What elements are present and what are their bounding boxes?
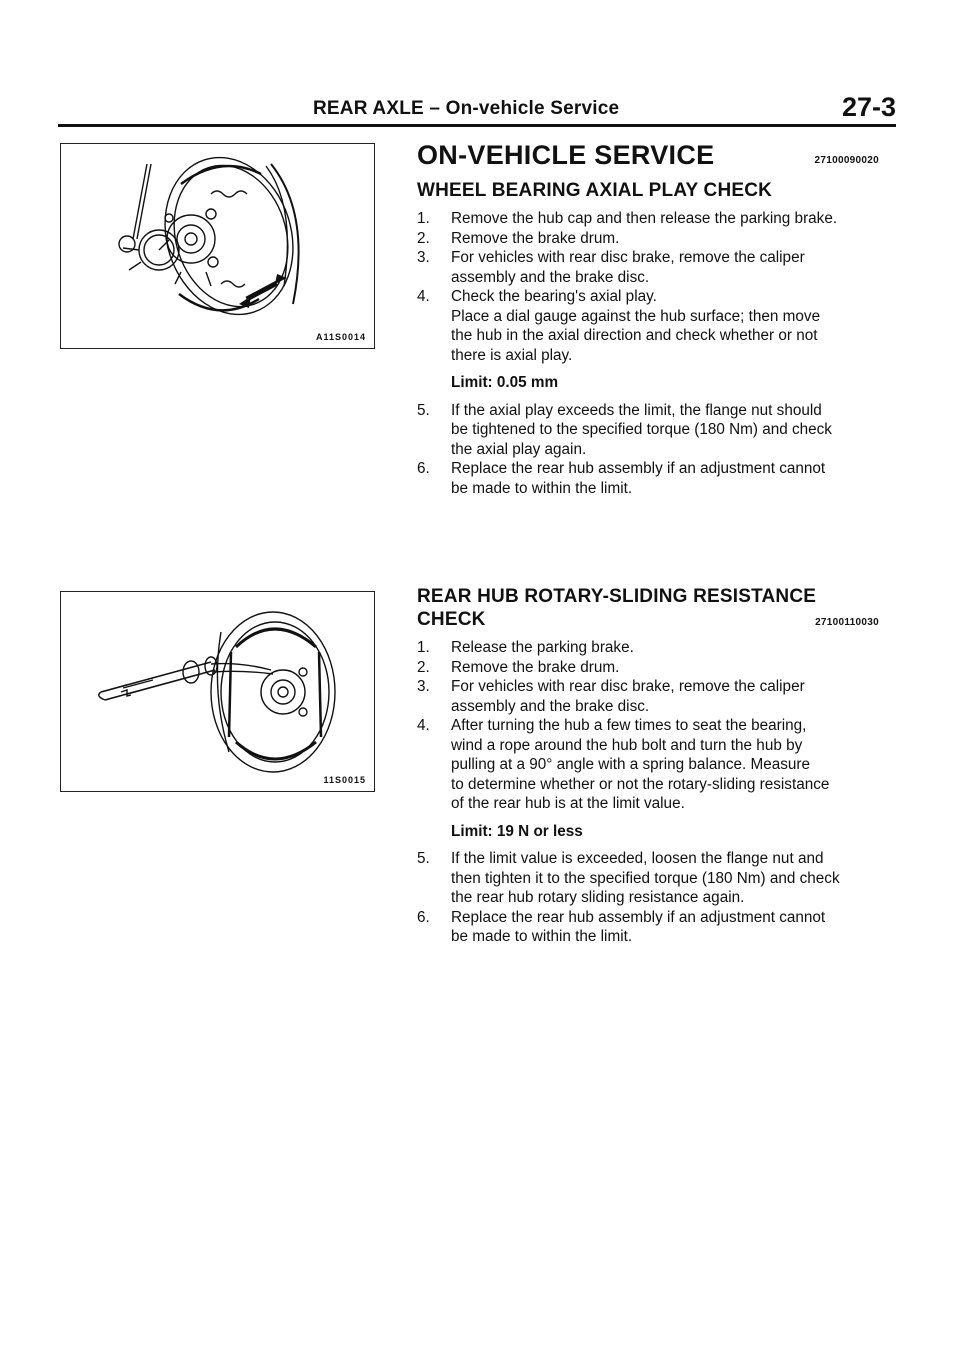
- steps-list: [417, 638, 879, 814]
- step-text: If the limit value is exceeded, loosen the flange nut and: [451, 850, 824, 867]
- list-item: [417, 401, 879, 460]
- step-text: Remove the hub cap and then release the parking brake.: [451, 210, 838, 227]
- section-code: 27100110030: [815, 617, 879, 628]
- step-number: 3.: [417, 249, 430, 266]
- step-number: 1.: [417, 210, 430, 227]
- section-title-row: [417, 140, 879, 180]
- step-text: pulling at a 90° angle with a spring balance. Measure: [451, 756, 811, 773]
- step-text: After turning the hub a few times to seat the bearing,: [451, 717, 807, 734]
- step-number: 5.: [417, 401, 430, 419]
- subsection-title: WHEEL BEARING AXIAL PLAY CHECK: [417, 180, 773, 201]
- section-title: ON-VEHICLE SERVICE: [417, 140, 715, 170]
- list-item: [417, 209, 879, 229]
- figure-dial-gauge: [60, 143, 375, 349]
- list-item: [417, 658, 879, 678]
- header-rule: [58, 124, 896, 127]
- step-text: of the rear hub is at the limit value.: [451, 795, 685, 812]
- limit-value: Limit: 19 N or less: [451, 822, 583, 840]
- step-text: be tightened to the specified torque (180 Nm) and check: [451, 421, 832, 438]
- list-item: [417, 849, 879, 908]
- list-item: [417, 638, 879, 658]
- list-item: [417, 459, 879, 498]
- section-code: 27100090020: [814, 155, 879, 166]
- list-item: [417, 287, 879, 365]
- list-item: [417, 229, 879, 249]
- step-text: Remove the brake drum.: [451, 658, 620, 676]
- step-number: 5.: [417, 850, 430, 867]
- limit-value: Limit: 0.05 mm: [451, 374, 559, 391]
- header-title: REAR AXLE – On-vehicle Service: [313, 98, 620, 119]
- figure-code: 11S0015: [323, 775, 366, 785]
- dial-gauge-illustration: [61, 144, 374, 348]
- step-text: be made to within the limit.: [451, 928, 633, 945]
- step-text: Remove the brake drum.: [451, 229, 620, 247]
- step-number: 1.: [417, 639, 430, 656]
- step-text: Replace the rear hub assembly if an adjustment cannot: [451, 908, 826, 926]
- step-text: If the axial play exceeds the limit, the flange nut should: [451, 401, 822, 419]
- step-text: the rear hub rotary sliding resistance again.: [451, 889, 745, 906]
- step-text: then tighten it to the specified torque (180 Nm) and check: [451, 869, 840, 887]
- step-text: For vehicles with rear disc brake, remove the caliper: [451, 678, 805, 695]
- step-number: 2.: [417, 658, 430, 676]
- figure-code: A11S0014: [315, 332, 366, 342]
- steps-list: [417, 209, 879, 365]
- step-text: the axial play again.: [451, 440, 587, 458]
- subsection-title-row: [417, 608, 879, 633]
- list-item: [417, 677, 879, 716]
- subsection-title: REAR HUB ROTARY-SLIDING RESISTANCE: [417, 586, 817, 607]
- figure-spring-balance: [60, 591, 375, 792]
- step-number: 2.: [417, 229, 430, 247]
- step-text: there is axial play.: [451, 346, 573, 364]
- list-item: [417, 716, 879, 814]
- page-header: [58, 92, 896, 126]
- step-text: Place a dial gauge against the hub surface; then move: [451, 307, 821, 325]
- section-rotary-sliding-resistance: [417, 585, 879, 947]
- step-text: Check the bearing's axial play.: [451, 288, 657, 305]
- step-text: Replace the rear hub assembly if an adjustment cannot: [451, 460, 826, 477]
- section-on-vehicle-service: [417, 140, 879, 498]
- step-text: wind a rope around the hub bolt and turn the hub by: [451, 736, 803, 754]
- steps-list: [417, 849, 879, 947]
- step-text: For vehicles with rear disc brake, remove the caliper: [451, 249, 805, 266]
- step-text: the hub in the axial direction and check whether or not: [451, 327, 818, 344]
- steps-list: [417, 401, 879, 499]
- step-text: assembly and the brake disc.: [451, 268, 650, 286]
- step-text: assembly and the brake disc.: [451, 697, 650, 715]
- step-number: 3.: [417, 678, 430, 695]
- subsection-title-cont: CHECK: [417, 609, 486, 630]
- step-number: 4.: [417, 288, 430, 305]
- list-item: [417, 908, 879, 947]
- step-text: Release the parking brake.: [451, 639, 634, 656]
- step-number: 6.: [417, 908, 430, 926]
- step-number: 4.: [417, 717, 430, 734]
- step-text: be made to within the limit.: [451, 479, 633, 497]
- step-number: 6.: [417, 460, 430, 477]
- step-text: to determine whether or not the rotary-sliding resistance: [451, 775, 830, 793]
- spring-balance-illustration: [61, 592, 374, 791]
- list-item: [417, 248, 879, 287]
- page-number: 27-3: [841, 92, 896, 122]
